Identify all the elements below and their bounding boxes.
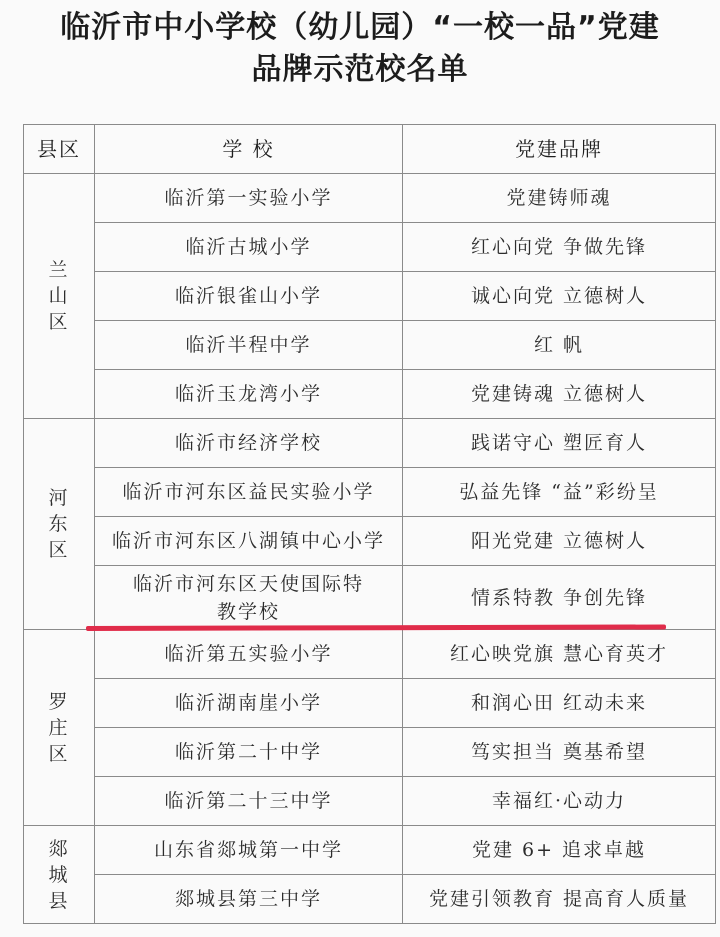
brand-cell: 情系特教 争创先锋 xyxy=(403,566,716,630)
table-row xyxy=(24,728,716,777)
table-header-row xyxy=(24,125,716,174)
school-cell xyxy=(95,566,403,630)
school-cell: 临沂半程中学 xyxy=(95,321,403,370)
table-row xyxy=(24,826,716,875)
header-county: 县区 xyxy=(24,125,95,174)
document-title-line-2: 品牌示范校名单 xyxy=(251,52,469,87)
brand-cell: 红 帆 xyxy=(403,321,716,370)
county-cell xyxy=(24,174,95,419)
table-row xyxy=(24,223,716,272)
header-brand: 党建品牌 xyxy=(403,125,716,174)
table-row xyxy=(24,679,716,728)
header-school: 学 校 xyxy=(95,125,403,174)
table-row xyxy=(24,630,716,679)
brand-cell: 践诺守心 塑匠育人 xyxy=(403,419,716,468)
county-label: 罗庄区 xyxy=(48,690,70,765)
table-row xyxy=(24,875,716,924)
brand-cell: 党建引领教育 提高育人质量 xyxy=(403,875,716,924)
school-cell: 临沂市河东区益民实验小学 xyxy=(95,468,403,517)
document-title-line-1: 临沂市中小学校（幼儿园）“一校一品”党建 xyxy=(60,10,660,45)
brand-cell: 党建铸魂 立德树人 xyxy=(403,370,716,419)
table-row xyxy=(24,468,716,517)
table-row xyxy=(24,517,716,566)
table-row xyxy=(24,272,716,321)
county-cell xyxy=(24,419,95,630)
school-cell: 临沂第二十中学 xyxy=(95,728,403,777)
school-cell: 临沂市经济学校 xyxy=(95,419,403,468)
school-cell: 临沂古城小学 xyxy=(95,223,403,272)
school-cell: 临沂第五实验小学 xyxy=(95,630,403,679)
county-cell xyxy=(24,630,95,826)
brand-cell: 笃实担当 奠基希望 xyxy=(403,728,716,777)
table-row xyxy=(24,370,716,419)
table-row xyxy=(24,777,716,826)
table-row xyxy=(24,419,716,468)
school-brand-table xyxy=(23,124,716,924)
brand-cell: 和润心田 红动未来 xyxy=(403,679,716,728)
table-row xyxy=(24,321,716,370)
school-cell: 临沂第一实验小学 xyxy=(95,174,403,223)
county-label: 河东区 xyxy=(48,487,70,561)
brand-cell: 弘益先锋 “益”彩纷呈 xyxy=(403,468,716,517)
school-name-wrapped: 临沂市河东区天使国际特教学校 xyxy=(132,572,364,623)
county-cell xyxy=(24,826,95,924)
brand-cell: 党建铸师魂 xyxy=(403,174,716,223)
brand-cell: 幸福红·心动力 xyxy=(403,777,716,826)
brand-cell: 党建 6+ 追求卓越 xyxy=(403,826,716,875)
school-cell: 临沂湖南崖小学 xyxy=(95,679,403,728)
school-cell: 临沂第二十三中学 xyxy=(95,777,403,826)
school-cell: 临沂银雀山小学 xyxy=(95,272,403,321)
school-cell: 郯城县第三中学 xyxy=(95,875,403,924)
school-cell: 临沂玉龙湾小学 xyxy=(95,370,403,419)
brand-cell: 阳光党建 立德树人 xyxy=(403,517,716,566)
brand-cell: 红心映党旗 慧心育英才 xyxy=(403,630,716,679)
brand-cell: 诚心向党 立德树人 xyxy=(403,272,716,321)
table-row xyxy=(24,566,716,630)
school-cell: 临沂市河东区八湖镇中心小学 xyxy=(95,517,403,566)
county-label: 兰山区 xyxy=(48,259,70,333)
brand-cell: 红心向党 争做先锋 xyxy=(403,223,716,272)
school-cell: 山东省郯城第一中学 xyxy=(95,826,403,875)
table-row xyxy=(24,174,716,223)
county-label: 郯城县 xyxy=(48,837,70,912)
